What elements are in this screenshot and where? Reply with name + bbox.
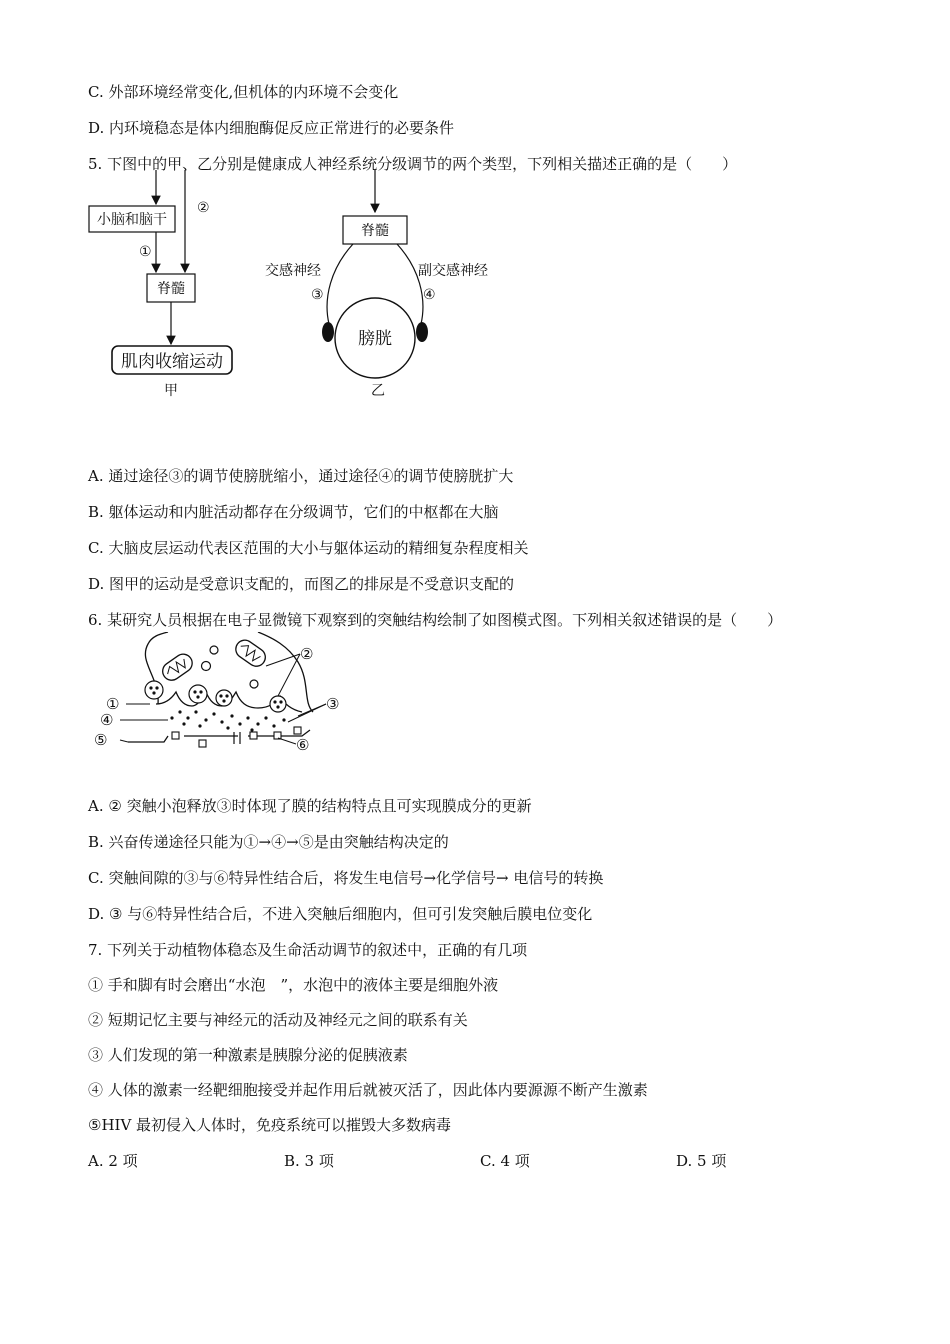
q7-statement-1: ① 手和脚有时会磨出“水泡 ”，水泡中的液体主要是细胞外液	[88, 976, 499, 994]
fig6-label-6: ⑥	[296, 736, 310, 754]
figure-5	[85, 168, 515, 403]
q6-option-d: D. ③ 与⑥特异性结合后，不进入突触后细胞内，但可引发突触后膜电位变化	[88, 905, 593, 923]
yi-path-4: ④	[423, 287, 436, 303]
yi-right-nerve: 副交感神经	[418, 263, 488, 279]
q4-option-c: C. 外部环境经常变化,但机体的内环境不会变化	[88, 83, 399, 101]
yi-path-3: ③	[311, 287, 324, 303]
q4-option-d: D. 内环境稳态是体内细胞酶促反应正常进行的必要条件	[88, 119, 455, 137]
q7-statement-4: ④ 人体的激素一经靶细胞接受并起作用后就被灭活了，因此体内要源源不断产生激素	[88, 1081, 648, 1099]
q5-option-b: B. 躯体运动和内脏活动都存在分级调节，它们的中枢都在大脑	[88, 503, 499, 521]
jia-box-bottom: 肌肉收缩运动	[121, 352, 223, 372]
yi-caption: 乙	[371, 383, 385, 399]
q7-option-a: A. 2 项	[88, 1152, 138, 1170]
q7-stem: 7. 下列关于动植物体稳态及生命活动调节的叙述中，正确的有几项	[88, 941, 528, 959]
figure-6	[88, 632, 350, 758]
yi-organ: 膀胱	[358, 329, 392, 349]
fig6-label-1: ①	[106, 695, 120, 713]
jia-caption: 甲	[164, 383, 178, 399]
q7-option-b: B. 3 项	[284, 1152, 334, 1170]
jia-path-1: ①	[139, 244, 152, 260]
q6-option-c: C. 突触间隙的③与⑥特异性结合后，将发生电信号→化学信号→ 电信号的转换	[88, 869, 604, 887]
q5-option-c: C. 大脑皮层运动代表区范围的大小与躯体运动的精细复杂程度相关	[88, 539, 529, 557]
jia-path-2: ②	[197, 200, 210, 216]
jia-box-top: 小脑和脑干	[97, 212, 167, 228]
q6-option-a: A. ② 突触小泡释放③时体现了膜的结构特点且可实现膜成分的更新	[88, 797, 532, 815]
yi-left-nerve: 交感神经	[265, 263, 321, 279]
jia-box-mid: 脊髓	[157, 281, 185, 297]
q5-option-d: D. 图甲的运动是受意识支配的，而图乙的排尿是不受意识支配的	[88, 575, 515, 593]
q7-statement-3: ③ 人们发现的第一种激素是胰腺分泌的促胰液素	[88, 1046, 408, 1064]
q5-stem: 5. 下图中的甲、乙分别是健康成人神经系统分级调节的两个类型，下列相关描述正确的是（ ）	[88, 155, 738, 173]
q7-statement-2: ② 短期记忆主要与神经元的活动及神经元之间的联系有关	[88, 1011, 468, 1029]
q5-option-a: A. 通过途径③的调节使膀胱缩小，通过途径④的调节使膀胱扩大	[88, 467, 514, 485]
fig6-label-3: ③	[326, 695, 340, 713]
q7-option-c: C. 4 项	[480, 1152, 530, 1170]
q6-stem: 6. 某研究人员根据在电子显微镜下观察到的突触结构绘制了如图模式图。下列相关叙述错误的是（ ）	[88, 611, 783, 629]
yi-box-top: 脊髓	[361, 223, 389, 239]
fig6-label-5: ⑤	[94, 731, 108, 749]
fig6-label-2: ②	[300, 645, 314, 663]
q7-statement-5: ⑤HIV 最初侵入人体时，免疫系统可以摧毁大多数病毒	[88, 1116, 452, 1134]
q7-option-d: D. 5 项	[676, 1152, 727, 1170]
q6-option-b: B. 兴奋传递途径只能为①→④→⑤是由突触结构决定的	[88, 833, 449, 851]
fig6-label-4: ④	[100, 711, 114, 729]
